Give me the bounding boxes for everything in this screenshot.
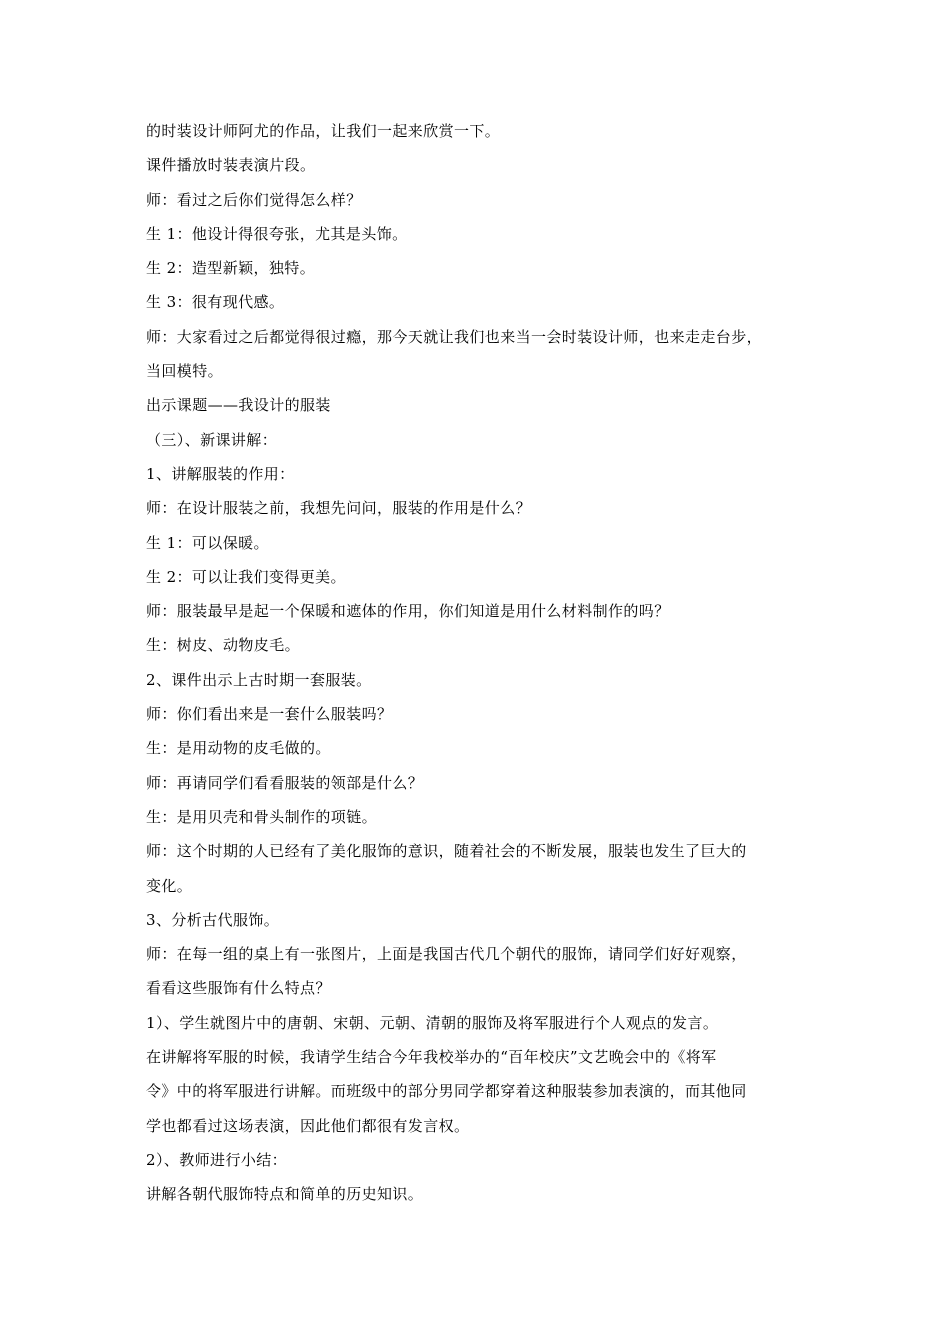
text-line: 生 2：造型新颖，独特。: [146, 259, 316, 278]
text-line: 的时装设计师阿尤的作品，让我们一起来欣赏一下。: [146, 122, 501, 140]
text-line: 2）、教师进行小结：: [146, 1150, 288, 1169]
text-line: 师：在每一组的桌上有一张图片，上面是我国古代几个朝代的服饰，请同学们好好观察，: [146, 945, 747, 964]
text-line: 变化。: [146, 876, 193, 895]
text-line: 师：看过之后你们觉得怎么样？: [146, 190, 362, 209]
text-line: 看看这些服饰有什么特点？: [146, 979, 331, 998]
text-line: 3、分析古代服饰。: [146, 910, 280, 929]
text-line: 生：是用贝壳和骨头制作的项链。: [146, 807, 378, 826]
text-line: 令》中的将军服进行讲解。而班级中的部分男同学都穿着这种服装参加表演的，而其他同: [146, 1082, 747, 1101]
text-line: 师：在设计服装之前，我想先问问，服装的作用是什么？: [146, 499, 532, 518]
text-line: 课件播放时装表演片段。: [146, 156, 316, 175]
text-line: 师：服装最早是起一个保暖和遮体的作用，你们知道是用什么材料制作的吗？: [146, 602, 670, 621]
text-line: 生 3：很有现代感。: [146, 293, 285, 312]
section-heading: （三）、新课讲解：: [146, 430, 278, 449]
text-line: 1）、学生就图片中的唐朝、宋朝、元朝、清朝的服饰及将军服进行个人观点的发言。: [146, 1013, 719, 1032]
text-line: 生 1：他设计得很夸张，尤其是头饰。: [146, 224, 408, 243]
text-line: 1、讲解服装的作用：: [146, 464, 295, 483]
text-line: 师：再请同学们看看服装的领部是什么？: [146, 773, 424, 792]
text-line: 生：树皮、动物皮毛。: [146, 636, 301, 655]
text-line: 学也都看过这场表演，因此他们都很有发言权。: [146, 1116, 470, 1135]
text-line: 生：是用动物的皮毛做的。: [146, 739, 331, 758]
text-line: 在讲解将军服的时候，我请学生结合今年我校举办的“百年校庆”文艺晚会中的《将军: [146, 1048, 717, 1067]
text-line: 师：大家看过之后都觉得很过瘾，那今天就让我们也来当一会时装设计师，也来走走台步，: [146, 327, 763, 346]
text-line: 生 2：可以让我们变得更美。: [146, 567, 346, 586]
text-line: 师：这个时期的人已经有了美化服饰的意识，随着社会的不断发展，服装也发生了巨大的: [146, 842, 747, 861]
text-line: 当回模特。: [146, 362, 224, 381]
text-line: 讲解各朝代服饰特点和简单的历史知识。: [146, 1185, 424, 1204]
text-line: 2、课件出示上古时期一套服装。: [146, 670, 372, 689]
document-body: [146, 114, 816, 1212]
text-line: 出示课题——我设计的服装: [146, 396, 331, 415]
text-line: 师：你们看出来是一套什么服装吗？: [146, 705, 393, 724]
text-line: 生 1：可以保暖。: [146, 533, 269, 552]
